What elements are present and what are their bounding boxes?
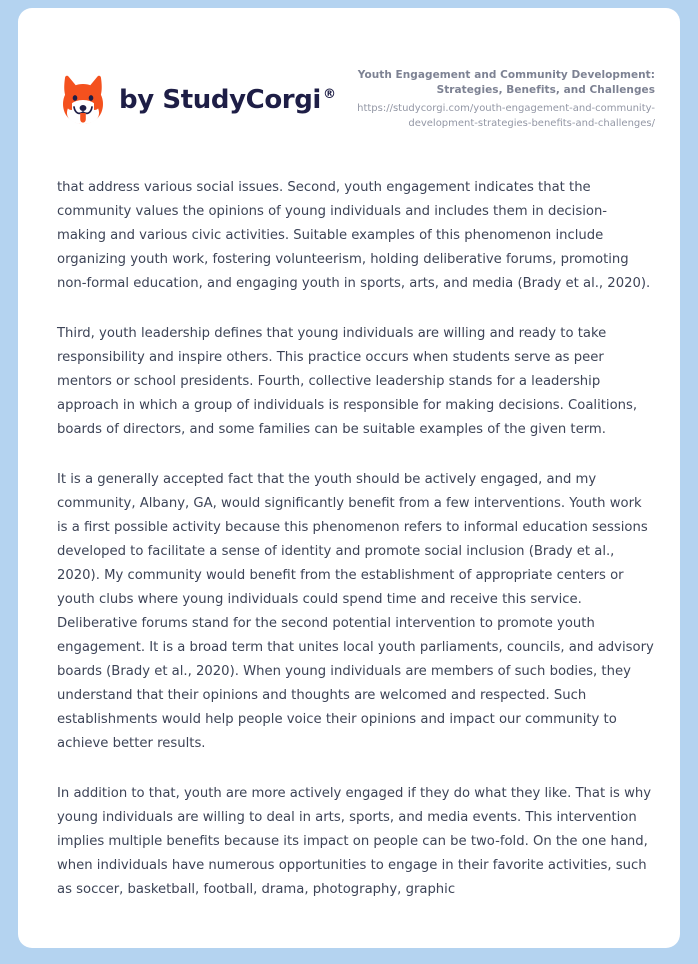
body-paragraph: In addition to that, youth are more actively engaged if they do what they like. That is why young individuals are willing to deal in arts, sports, and media events. This intervention implies multiple benefits because its impact on people can be two-fold. On the one hand, when individuals have numerous opportunities to engage in their favorite activities, such as soccer, basketball, football, drama, photography, graphic — [57, 786, 652, 897]
body-paragraph: It is a generally accepted fact that the youth should be actively engaged, and my community, Albany, GA, would significantly benefit from a few interventions. Youth work is a first possible activity because this phenomenon refers to informal education sessions developed to facilitate a sense of identity and promote social inclusion (Brady et al., 2020). My community would benefit from the establishment of appropriate centers or youth clubs where young individuals could spend time and receive this service. Deliberative forums stand for the second potential intervention to promote youth engagement. It is a broad term that unites local youth parliaments, councils, and advisory boards (Brady et al., 2020). When young individuals are members of such bodies, they understand that their opinions and thoughts are welcomed and respected. Such establishments would help people voice their opinions and impact our community to achieve better results. — [57, 472, 654, 751]
body-paragraph: Third, youth leadership defines that young individuals are willing and ready to take responsibility and inspire others. This practice occurs when students serve as peer mentors or school presidents. Fourth, collective leadership stands for a leadership approach in which a group of individuals is responsible for making decisions. Coalitions, boards of directors, and some families can be suitable examples of the given term. — [57, 326, 638, 437]
body-paragraph: that address various social issues. Second, youth engagement indicates that the community values the opinions of young individuals and includes them in decision-making and various civic activities. Suitable examples of this phenomenon include organizing youth work, fostering volunteerism, holding deliberative forums, promoting non-formal education, and engaging youth in sports, arts, and media (Brady et al., 2020). — [57, 180, 651, 291]
document-title: Youth Engagement and Community Development: Strategies, Benefits, and Challenges — [357, 69, 655, 97]
wordmark-text: by StudyCorgi — [119, 85, 321, 115]
brand-wordmark — [119, 87, 336, 113]
brand-logo[interactable] — [58, 74, 336, 126]
corgi-dog-head-icon — [58, 74, 108, 126]
registered-trademark-icon: ® — [322, 87, 336, 103]
document-body — [57, 176, 655, 902]
document-header — [18, 8, 680, 158]
document-meta — [310, 68, 655, 131]
document-page — [18, 8, 680, 948]
document-url[interactable]: https://studycorgi.com/youth-engagement-and-community-development-strategies-benefits-and-challenges/ — [357, 103, 655, 129]
